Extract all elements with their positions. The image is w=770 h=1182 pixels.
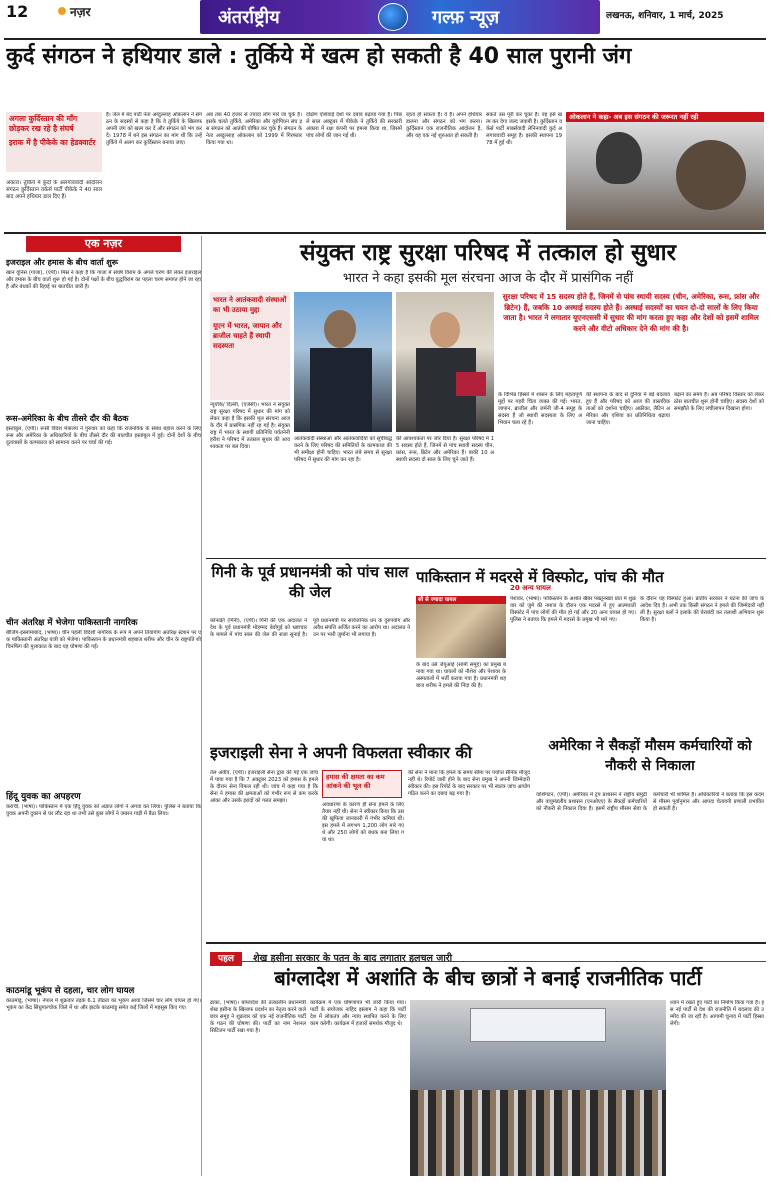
unsc-highlight [498,292,764,388]
nazar-b5: काठमांडू, (भाषा)। नेपाल में शुक्रवार तड़के 6.1 तीव्रता का भूकंप आया जिसमें चार लोग घायल हो गए। भूकंप का केंद्र सिंधुपाल्चोक जिले में था और झटके काठमांडू समेत कई जिलों में महसूस किए गए। [6,998,201,1011]
top-body-5: रहता हो सकता है। वे हैं। अपने हथियार डालना और संगठन को भंग करना। कुर्दिस्तान एक राजनीतिक आंदोलन है, और यह एक नई शुरुआत हो सकती है। [406,112,482,139]
bd-headline: बांग्लादेश में अशांति के बीच छात्रों ने बनाई राजनीतिक पार्टी [274,966,702,990]
pak-caption: सौ से ज्यादा घायल [416,596,506,604]
israel-bullet: हमास की क्षमता का कम आंकने की भूल की [322,770,402,798]
section-banner [200,0,600,34]
paper-logo [58,2,113,22]
dateline: लखनऊ, शनिवार, 1 मार्च, 2025 [606,11,724,21]
nazar-b1: खान यूनिस (गाजा), (एपी)। मिस्र ने कहा है कि गाजा में संघर्ष विराम के अगले चरण की लेकर इजराइल और हमास के बीच वार्ता शुरू हो गई है। दोनों पक्षों के बीच युद्धविराम का पहला चरण समाप्त होने जा रहा है और बंधकों की रिहाई पर बातचीत जारी है। [6,270,201,290]
unsc-bullets [210,292,290,400]
section-left-title: अंतर्राष्ट्रीय [218,7,280,28]
top-bullet-1: अगला कुर्दिस्तान की माँग छोड़कर रख रहे है संघर्ष [9,114,78,133]
ek-nazar-column [6,236,202,1176]
top-body-6: सकते उस पूरी कर चुका है। वह इसे खत्म कर देगा जल्द जवाबी है। कुर्दिस्तान वर्कर्स पार्टी मार्क्सवादी लेनिनवादी कुर्द अलगाववादी समूह है। इसकी स्थापना 1978 में हुई थी। [486,112,562,146]
nazar-h1: इजराइल और हमास के बीच वार्ता शुरू [6,258,118,267]
section-right-title: गल्फ़ न्यूज़ [432,7,500,28]
bd-kicker: पहल [210,952,242,966]
globe-icon [378,3,408,31]
gini-body: कोनाक्री (गिनी), (एपी)। गिनी की एक अदालत ने देश के पूर्व प्रधानमंत्री मोहम्मद बेवोगुई को भ्रष्टाचार के मामले में पांच साल की जेल की सजा सुनाई है। पूर्व प्रधानमंत्री पर सार्वजनिक धन के दुरुपयोग और अवैध संपत्ति अर्जित करने का आरोप था। अदालत ने उन पर भारी जुर्माना भी लगाया है। [210,618,410,638]
bd-photo [410,1000,666,1176]
pak-caption-2: 20 अन्य घायल [510,584,551,592]
unsc-photo-2 [396,292,494,432]
nazar-h4: हिंदू युवक का अपहरण [6,792,81,802]
ocalan-photo [566,112,764,230]
nazar-b3: बीजिंग-इस्लामाबाद, (भाषा)। चीन पहली विदेशी नागरिक के रूप में अपने तियांगोंग अंतरिक्ष स्टेशन पर एक पाकिस्तानी अंतरिक्ष यात्री को भेजेगा। पाकिस्तान के प्रधानमंत्री शहबाज शरीफ और चीन के राष्ट्रपति शी चिनफिंग की मुलाकात के बाद यह घोषणा की गई। [6,630,201,650]
pak-headline: पाकिस्तान में मदरसे में विस्फोट, पांच की मौत [416,568,664,586]
pak-body-1: पेशावर, (भाषा)। पाकिस्तान के अशांत खैबर पख्तूनख्वा प्रांत में शुक्रवार को जुमे की नमाज के दौरान एक मदरसे में हुए आत्मघाती विस्फोट में पांच लोगों की मौत हो गई और 20 अन्य घायल हो गए। पुलिस ने बताया कि हमले में मदरसे के प्रमुख भी मारे गए। [510,596,636,623]
unsc-subhead: भारत ने कहा इसकी मूल संरचना आज के दौर में प्रासंगिक नहीं [342,271,634,286]
unsc-body-4: के विभिन्न हिस्सों में शासन के लिए महत्वपूर्ण मुद्दों पर गहरी चिंता व्यक्त की गई। भारत, जापान, ब्राजील और जर्मनी जी-4 समूह के सदस्य हैं जो स्थायी सदस्यता के लिए अभियान चला रहे हैं। [498,392,582,426]
gini-headline: गिनी के पूर्व प्रधानमंत्री को पांच साल की जेल [211,563,409,601]
bd-body-2: कार्यक्रम में एक घोषणापत्र भी जारी किया गया। पार्टी के संयोजक नाहिद इस्लाम ने कहा कि पार्टी देश में लोकतंत्र और न्याय स्थापित करने के लिए काम करेगी। कार्यक्रम में हजारों समर्थक मौजूद थे। [310,1000,406,1027]
ek-nazar-title: एक नज़र [26,236,181,252]
nazar-b2: इस्तांबुल, (एपी)। रूसी विदेश मंत्रालय ने गुरुवार को कहा कि राजनयिक के संबंध बहाल करने के लिए रूस और अमेरिका के अधिकारियों के बीच तीसरे दौर की बातचीत इस्तांबुल में हुई। दोनों देशों के बीच दूतावासों के कामकाज को सामान्य करने पर चर्चा की गई। [6,426,201,446]
israel-body-1: तेल अवीव, (एपी)। इजराइली सेना द्वारा की गई एक जांच में पाया गया है कि 7 अक्टूबर 2023 को हमास के हमले के दौरान सेना विफल रही थी। जांच में कहा गया है कि सेना ने हमास की क्षमताओं को गंभीर रूप से कम करके आंका और उसके इरादों को गलत समझा। [210,770,318,804]
unsc-body-1: न्यूयॉर्क/ दिल्ली, (एजेंसी)। भारत ने संयुक्त राष्ट्र सुरक्षा परिषद में सुधार की मांग को लेकर कहा है कि इसकी मूल संरचना आज के दौर में प्रासंगिक नहीं रह गई है। संयुक्त राष्ट्र में भारत के स्थायी प्रतिनिधि पर्वतनेनी हरीश ने परिषद में तत्काल सुधार की आवश्यकता पर बल दिया। [210,402,290,450]
unsc-highlight-text: सुरक्षा परिषद में 15 सदस्य होते हैं, जिनमें से पांच स्थायी सदस्य (चीन, अमेरिका, रूस, फ्रांस और ब्रिटेन) हैं, जबकि 10 अस्थाई सदस्य होते हैं। अस्थाई सदस्यों का चयन दो-दो सालों के लिए किया जाता है। भारत ने लगातार यूएनएससी में सुधार की मांग करता हुए कहा और देशों को इसमें शामिल करने और वीटो अधिकार देने की मांग की है। [502,292,760,333]
israel-headline: इजराइली सेना ने अपनी विफलता स्वीकार की [210,743,472,762]
unsc-bullet-2: यूएन में भारत, जापान और ब्राजील चाहते हैं स्थायी सदस्यता [213,322,282,350]
pak-body-2: के बाद उसे जेयूआई (सामी समूह) का प्रमुख बनाया गया था। घायलों को नौशेरा और पेशावर के अस्पतालों में भर्ती कराया गया है। प्रधानमंत्री शहबाज शरीफ ने हमले की निंदा की है। [416,662,506,689]
bd-kicker-text: शेख हसीना सरकार के पतन के बाद लगातार हलचल जारी [253,953,453,964]
top-headline: कुर्द संगठन ने हथियार डाले : तुर्किये में खत्म हो सकती है 40 साल पुरानी जंग [6,44,632,69]
unsc-bullet-1: भारत ने आतंकवादी संस्थाओं का भी उठाया मुद्दा [213,296,287,314]
unsc-body-6: बढ़ाने का समय है। अब परिषद विस्तार को लेकर ठोस बातचीत शुरू होनी चाहिए। सदस्य देशों को समझौते के लिए लचीलापन दिखाना होगा। [674,392,764,412]
top-body-3: अब तक 40 हजार से ज्यादा लोग मारे जा चुके हैं। इसके चलते तुर्किये, अमेरिका और यूरोपियन संघ इस संगठन को आतंकी घोषित कर चुके हैं। संगठन के नेता अब्दुल्लाह ओकलान को 1999 में गिरफ्तार किया गया था। [206,112,302,146]
unsc-headline: संयुक्त राष्ट्र सुरक्षा परिषद में तत्काल हो सुधार [299,240,677,266]
unsc-body-2: आतंकवादी संस्थाओं और आतंकवादियों को सूचीबद्ध करने के लिए परिषद की समितियों के कामकाज की भी समीक्षा होनी चाहिए। भारत लंबे समय से सुरक्षा परिषद में सुधार की मांग कर रहा है। [294,436,392,463]
nazar-h2: रूस-अमेरिका के बीच तीसरे दौर की बैठक [6,414,129,423]
page-number: 12 [6,2,29,21]
bd-body-3: ध्यान में रखते हुए पार्टी का निर्माण किया गया है। इस नई पार्टी से देश की राजनीति में बदलाव की उम्मीद की जा रही है। आगामी चुनाव में पार्टी हिस्सा लेगी। [670,1000,764,1027]
nazar-b4: कराची, (भाषा)। पाकिस्तान में एक हिंदू युवक को अज्ञात लोगों ने अगवा कर लिया। पुलिस ने बताया कि युवक अपनी दुकान से घर लौट रहा था तभी उसे कुछ लोगों ने जबरन गाड़ी में बैठा लिया। [6,804,201,817]
top-body-2: है। जेल में बंद पार्टी नेता अब्दुल्लाह ओकलान ने संगठन के सदस्यों से कहा है कि वे तुर्किये के खिलाफ अपनी जंग को खत्म कर दें और संगठन को भंग कर दें। 1978 में बने इस संगठन का मांग थी कि उन्हें तुर्किये में अलग कर कुर्दिस्तान बनाया जाए। [106,112,202,146]
israel-body-3: की सेना ने माना कि हमले के समय सीमा पर पर्याप्त सैनिक मौजूद नहीं थे। रिपोर्ट जारी होने के बाद सेना प्रमुख ने अपनी जिम्मेदारी स्वीकार की। इस रिपोर्ट के बाद सरकार पर भी स्वतंत्र जांच आयोग गठित करने का दबाव बढ़ गया है। [408,770,530,797]
unsc-photo-1 [294,292,392,432]
israel-body-2: अवधारणा के कारण ही सेना हमले के लिए तैयार नहीं थी। सेना ने स्वीकार किया कि उसकी खुफिया जानकारी में गंभीर कमियां थीं। इस हमले में लगभग 1,200 लोग मारे गए थे और 250 लोगों को बंधक बना लिया गया था। [322,802,404,843]
pak-photo [416,596,506,658]
unsc-body-3: की आवश्यकता पर जोर दिया है। सुरक्षा परिषद में 15 सदस्य होते हैं, जिनमें से पांच स्थायी सदस्य चीन, फ्रांस, रूस, ब्रिटेन और अमेरिका हैं। बाकी 10 अस्थायी सदस्य दो साल के लिए चुने जाते हैं। [396,436,494,463]
nazar-h5: काठमांडू भूकंप से दहला, चार लोग घायल [6,986,135,996]
pak-body-3: के दौरान यह विस्फोट हुआ। प्रांतीय सरकार ने घटना की जांच के आदेश दिए हैं। अभी तक किसी संगठन ने हमले की जिम्मेदारी नहीं ली है। सुरक्षा बलों ने इलाके की घेराबंदी कर तलाशी अभियान शुरू किया है। [640,596,764,623]
top-body-4: दक्षिण एशियाई देशों पर दबाव बढ़ाया गया है। पिछले साल अक्टूबर में पीकेके ने तुर्किये की सरकारी अंकारा में रक्षा कंपनी पर हमला किया था, जिसमें पांच लोगों की जान गई थी। [306,112,402,139]
top-bullet-2: इराक में है पीकेके का हेडक्वार्टर [9,138,96,147]
unsc-body-5: की स्थापना के बाद से दुनिया में बड़े बदलाव हुए हैं और परिषद को आज की वास्तविकताओं को दर्शाना चाहिए। अफ्रीका, लैटिन अमेरिका और एशिया का प्रतिनिधित्व बढ़ाया जाना चाहिए। [586,392,670,426]
paper-name: नज़र [70,5,91,19]
top-body-1: अंकारा। तुर्किये में कुर्दों के अलगाववादी आंदोलन संगठन कुर्दिस्तान वर्कर्स पार्टी पीकेके ने 40 साल बाद अपने हथियार डाल दिए हैं। [6,180,102,200]
usa-body: वाशिंगटन, (एपी)। अमेरिका में ट्रंप प्रशासन ने राष्ट्रीय समुद्री और वायुमंडलीय प्रशासन (एनओएए) के सैकड़ों कर्मचारियों को नौकरी से निकाल दिया है। इसमें राष्ट्रीय मौसम सेवा के कर्मचारी भी शामिल हैं। अधिकारियों ने बताया कि इस कदम से मौसम पूर्वानुमान और आपदा चेतावनी प्रणाली प्रभावित हो सकती है। [536,792,764,812]
usa-headline: अमेरिका ने सैकड़ों मौसम कर्मचारियों को नौकरी से निकाला [548,738,752,774]
top-bullets [6,112,102,172]
nazar-h3: चीन अंतरिक्ष में भेजेगा पाकिस्तानी नागरिक [6,618,138,628]
bd-kicker-row [210,946,766,962]
bd-body-1: ढाका, (भाषा)। बांग्लादेश की तत्कालीन प्रधानमंत्री शेख हसीना के खिलाफ प्रदर्शन का नेतृत्व करने वाले छात्र समूह ने शुक्रवार को एक नई राजनीतिक पार्टी के गठन की घोषणा की। पार्टी का नाम नेशनल सिटिजन पार्टी रखा गया है। [210,1000,306,1034]
photo-caption: ओकलान ने कहा- अब इस संगठन की जरूरत नहीं रही [566,112,764,122]
